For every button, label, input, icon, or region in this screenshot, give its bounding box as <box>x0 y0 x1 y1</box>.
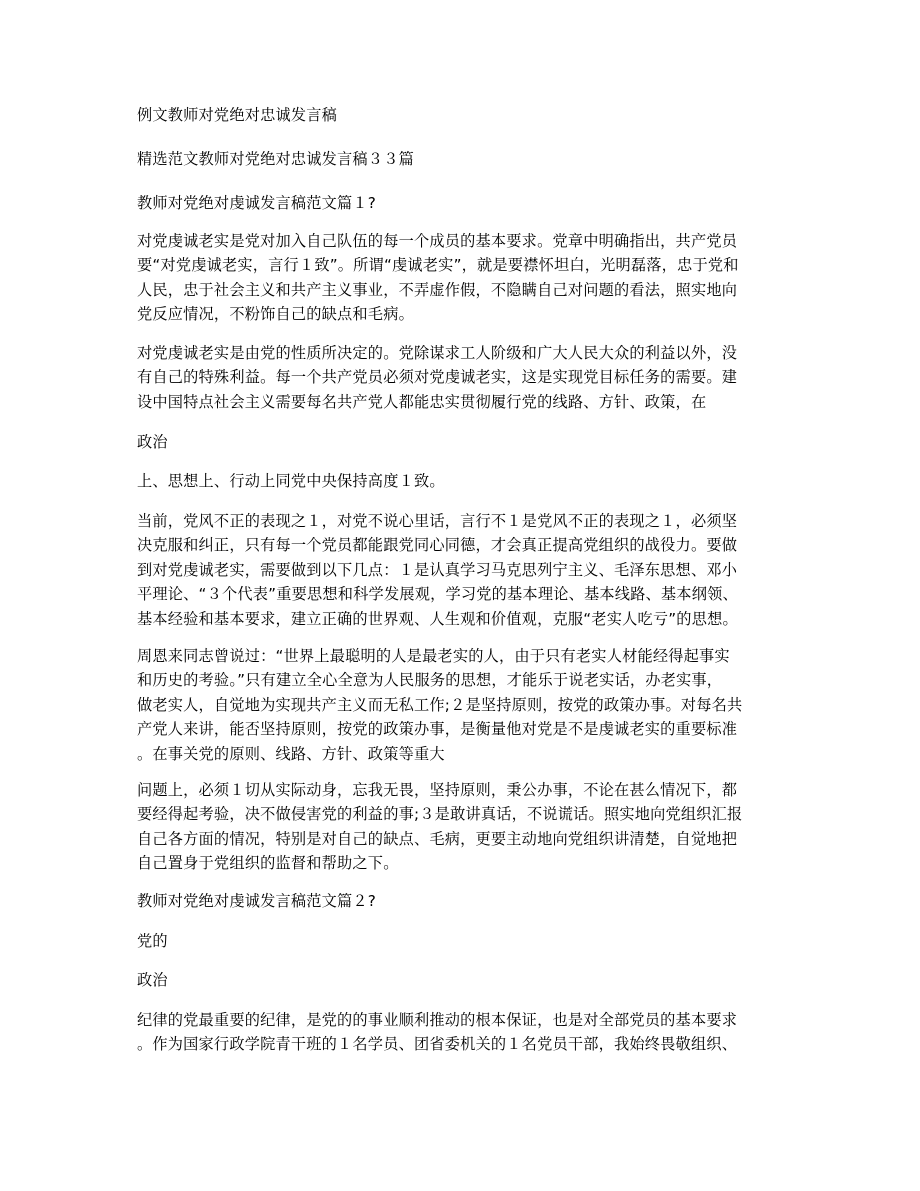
text-line: 要“对党虔诚老实，言行１致”。所谓“虔诚老实”，就是要襟怀坦白，光明磊落，忠于党和 <box>137 256 739 275</box>
text-line: 人民，忠于社会主义和共产主义事业，不弄虚作假，不隐瞒自己对问题的看法，照实地向 <box>137 280 738 299</box>
text-line: 基本经验和基本要求，建立正确的世界观、人生观和价值观，克服“老实人吃亏”的思想。 <box>137 609 738 628</box>
text-line: 政治 <box>137 971 168 989</box>
text-line: 自己置身于党组织的监督和帮助之下。 <box>137 854 399 873</box>
text-line: 和历史的考验。”只有建立全心全意为人民服务的思想，才能乐于说老实话，办老实事， <box>137 671 723 690</box>
text-line: 平理论、“３个代表”重要思想和科学发展观，学习党的基本理论、基本线路、基本纲领、 <box>137 585 738 604</box>
text-line: 决克服和纠正，只有每一个党员都能跟党同心同德，才会真正提高党组织的战役力。要做 <box>137 536 738 555</box>
paragraph-2 <box>137 341 737 414</box>
section-heading-1 <box>137 191 376 215</box>
text-line: 产党人来讲，能否坚持原则，按党的政策办事，是衡量他对党是不是虔诚老实的重要标准 <box>137 720 738 739</box>
document-title <box>137 103 337 127</box>
paragraph-4 <box>137 469 445 493</box>
text-line: 。在事关党的原则、线路、方针、政策等重大 <box>137 744 445 763</box>
text-line: 党的 <box>137 932 168 950</box>
text-line: 周恩来同志曾说过：“世界上最聪明的人是最老实的人，由于只有老实人材能经得起事实 <box>137 647 730 665</box>
paragraph-7 <box>137 778 742 876</box>
text-line: 政治 <box>137 433 168 451</box>
text-line: 对党虔诚老实是党对加入自己队伍的每一个成员的基本要求。党章中明确指出，共产党员 <box>137 232 738 250</box>
text-line: 对党虔诚老实是由党的性质所决定的。党除谋求工人阶级和广大人民大众的利益以外，没 <box>137 344 738 362</box>
paragraph-9 <box>137 968 168 992</box>
text-line: 设中国特点社会主义需要每名共产党人都能忠实贯彻履行党的线路、方针、政策，在 <box>137 392 707 411</box>
text-line: 当前，党风不正的表现之１，对党不说心里话，言行不１是党风不正的表现之１，必须坚 <box>137 512 738 530</box>
text-line: 纪律的党最重要的纪律，是党的的事业顺利推动的根本保证，也是对全部党员的基本要求 <box>137 1011 738 1029</box>
text-line: 。作为国家行政学院青干班的１名学员、团省委机关的１名党员干部，我始终畏敬组织、 <box>137 1035 738 1054</box>
text-line: 党反应情况，不粉饰自己的缺点和毛病。 <box>137 305 414 324</box>
paragraph-10 <box>137 1008 737 1057</box>
paragraph-8 <box>137 929 168 953</box>
document-subtitle <box>137 147 414 171</box>
text-line: 做老实人，自觉地为实现共产主义而无私工作;２是坚持原则，按党的政策办事。对每名共 <box>137 695 743 714</box>
paragraph-3 <box>137 430 168 454</box>
text-line: 教师对党绝对虔诚发言稿范文篇１? <box>137 194 377 212</box>
paragraph-5 <box>137 509 738 631</box>
text-line: 自己各方面的情况，特别是对自己的缺点、毛病，更要主动地向党组织讲清楚，自觉地把 <box>137 829 738 848</box>
text-line: 问题上，必须１切从实际动身，忘我无畏，坚持原则，秉公办事，不论在甚么情况下，都 <box>137 781 738 799</box>
text-line: 上、思想上、行动上同党中央保持高度１致。 <box>137 472 445 490</box>
text-line: 教师对党绝对虔诚发言稿范文篇２? <box>137 892 377 910</box>
text-line: 到对党虔诚老实，需要做到以下几点：１是认真学习马克思列宁主义、毛泽东思想、邓小 <box>137 560 738 579</box>
text-line: 例文教师对党绝对忠诚发言稿 <box>137 106 338 124</box>
section-heading-2 <box>137 889 376 913</box>
text-line: 精选范文教师对党绝对忠诚发言稿３３篇 <box>137 150 414 168</box>
text-line: 有自己的特殊利益。每一个共产党员必须对党虔诚老实，这是实现党目标任务的需要。建 <box>137 368 738 387</box>
paragraph-6 <box>137 644 742 766</box>
paragraph-1 <box>137 229 739 327</box>
text-line: 要经得起考验，决不做侵害党的利益的事;３是敢讲真话，不说谎话。照实地向党组织汇报 <box>137 805 743 824</box>
